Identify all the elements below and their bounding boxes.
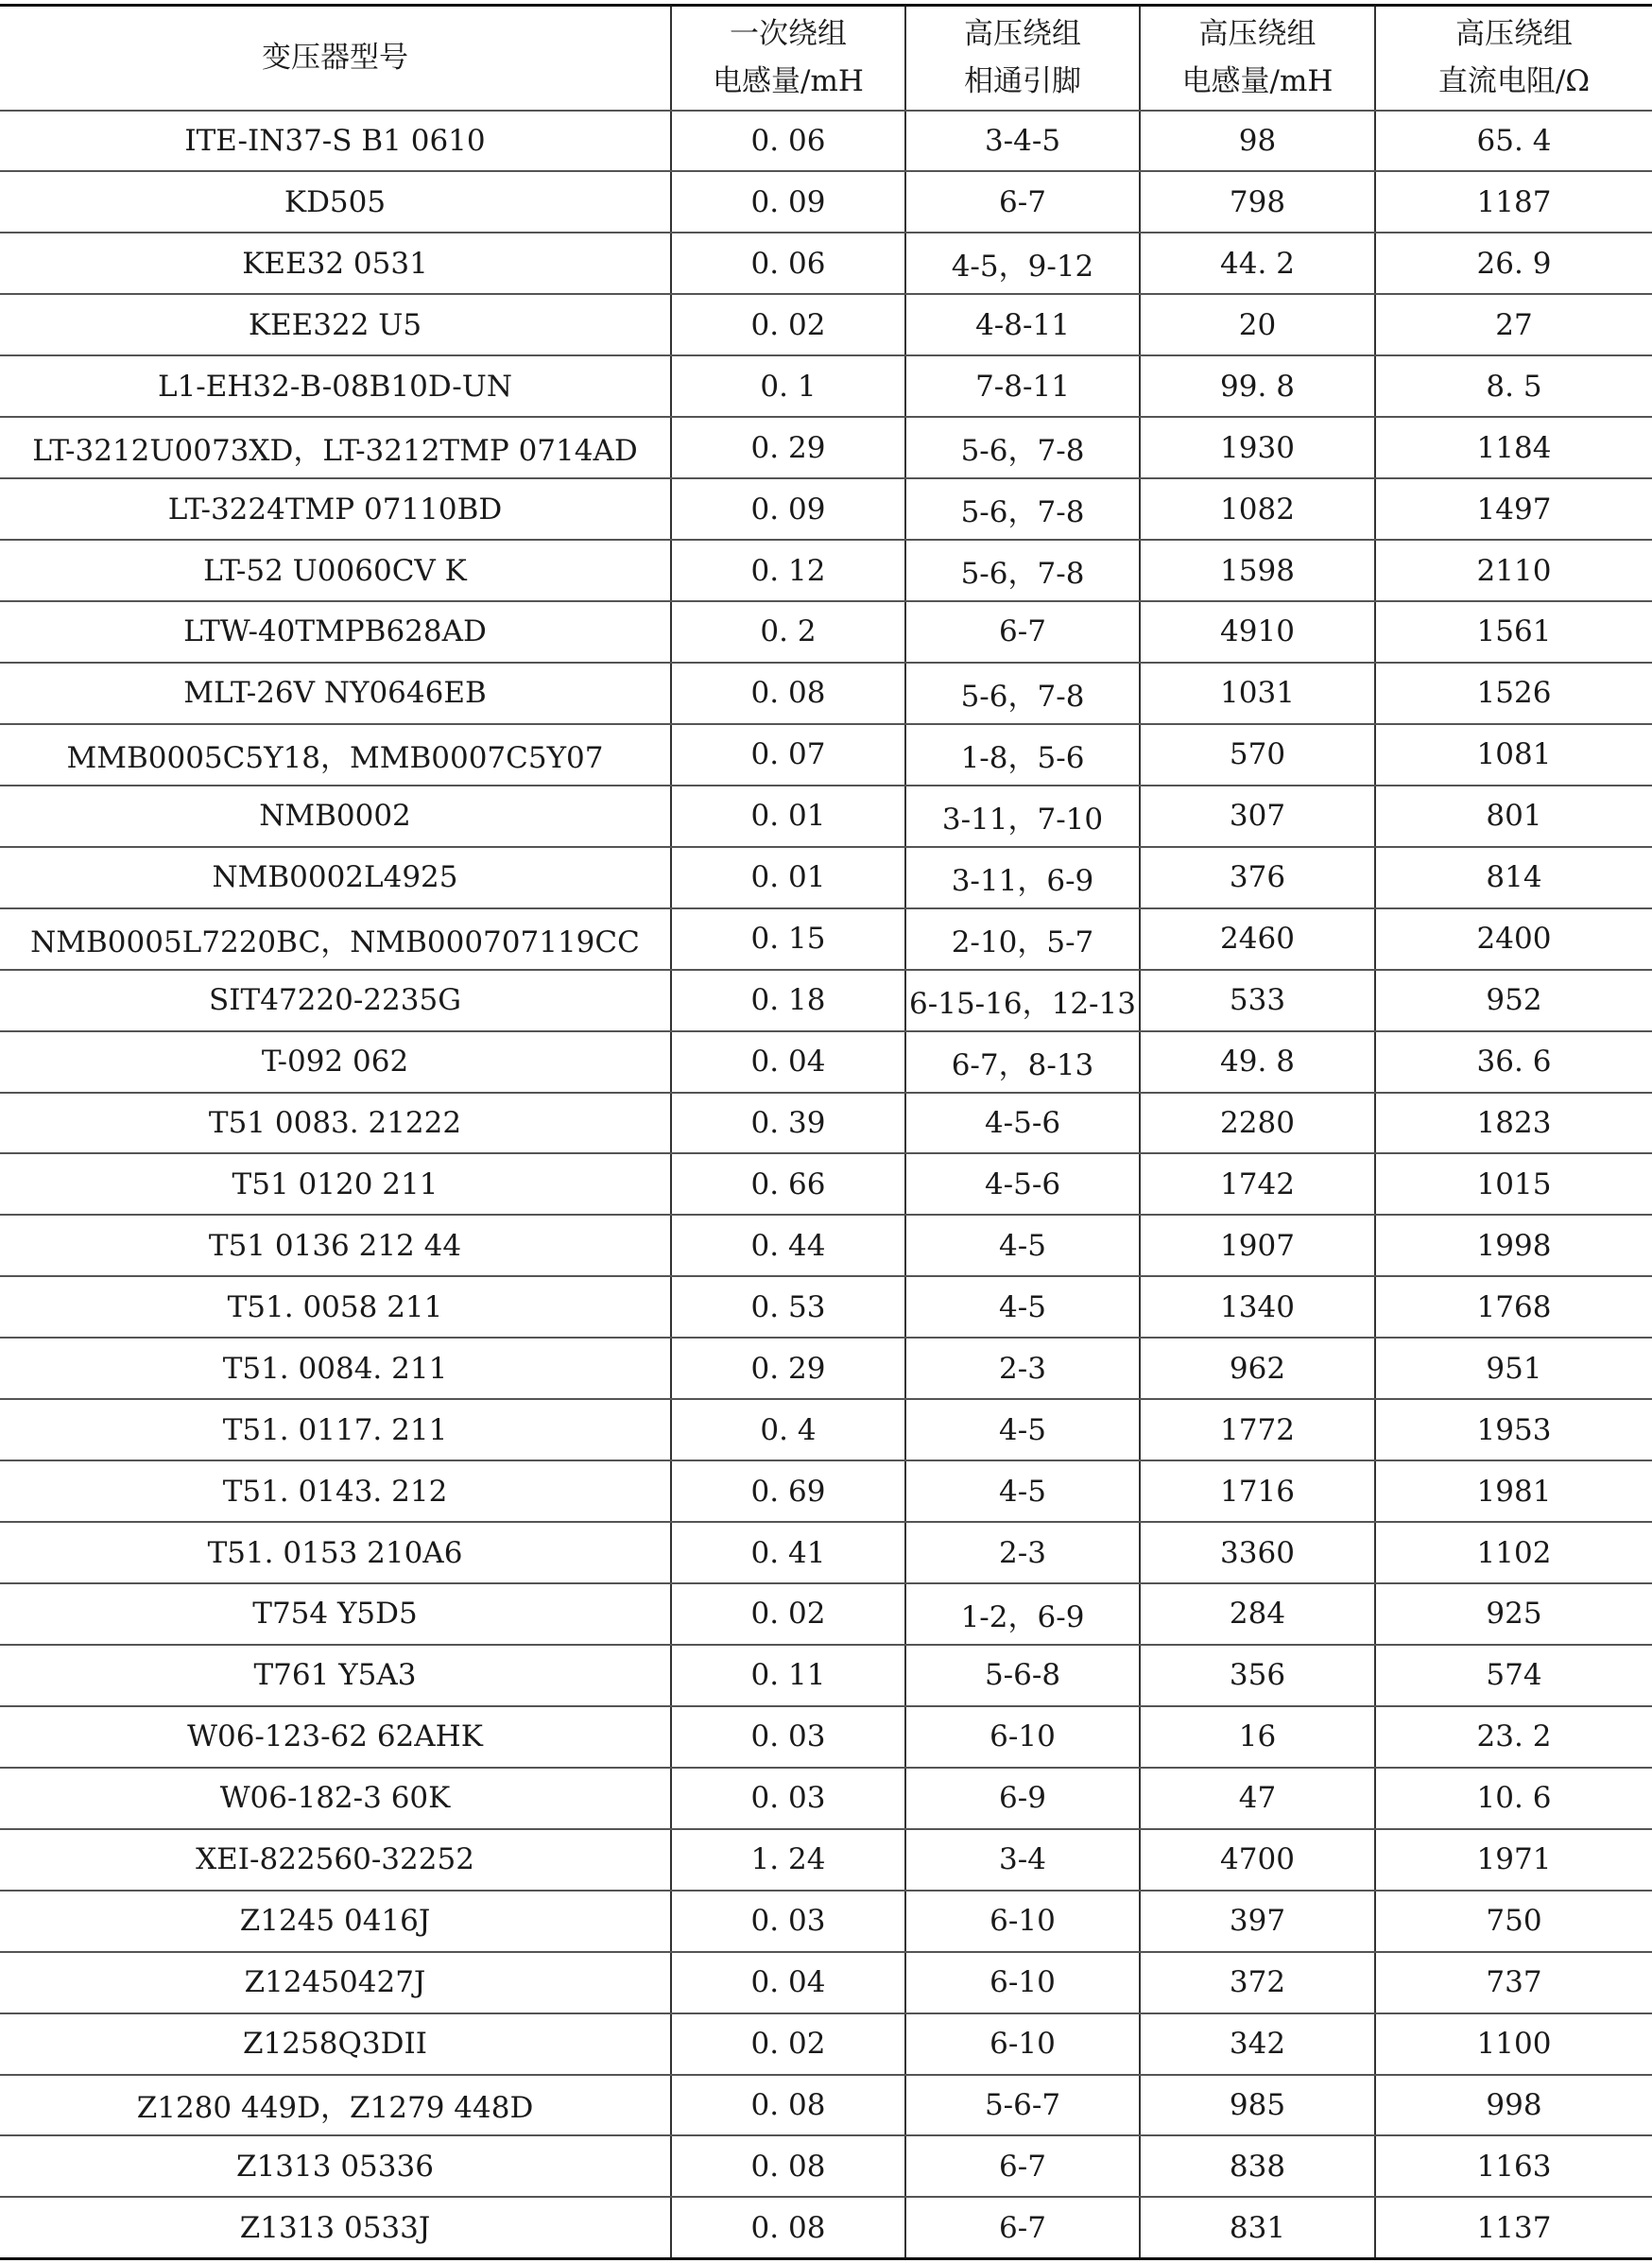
cell-model: KEE32 0531 <box>0 233 671 294</box>
cell-hv-pins: 4-5，9-12 <box>905 233 1140 294</box>
table-row <box>0 1338 1652 1399</box>
header-hv-dc-resistance <box>1375 6 1652 111</box>
table-row <box>0 1153 1652 1215</box>
cell-model: T51 0083. 21222 <box>0 1093 671 1154</box>
cell-hv-dc-resistance: 2110 <box>1375 540 1652 601</box>
table-row <box>0 970 1652 1031</box>
cell-model: T51. 0084. 211 <box>0 1338 671 1399</box>
cell-primary-inductance: 0. 02 <box>671 294 905 355</box>
table-row <box>0 2075 1652 2136</box>
cell-hv-pins: 2-10，5-7 <box>905 908 1140 970</box>
table-row <box>0 1031 1652 1093</box>
header-line: 一次绕组 <box>730 17 847 52</box>
cell-hv-inductance: 1907 <box>1140 1215 1375 1276</box>
cell-primary-inductance: 0. 44 <box>671 1215 905 1276</box>
cell-hv-dc-resistance: 2400 <box>1375 908 1652 970</box>
cell-hv-pins: 4-5 <box>905 1276 1140 1338</box>
cell-hv-inductance: 49. 8 <box>1140 1031 1375 1093</box>
cell-hv-pins: 2-3 <box>905 1522 1140 1583</box>
cell-primary-inductance: 0. 09 <box>671 478 905 540</box>
cell-hv-dc-resistance: 27 <box>1375 294 1652 355</box>
cell-model: Z1280 449D，Z1279 448D <box>0 2075 671 2136</box>
cell-hv-dc-resistance: 1187 <box>1375 171 1652 233</box>
cell-primary-inductance: 0. 29 <box>671 417 905 478</box>
header-model <box>0 6 671 111</box>
cell-hv-pins: 6-7 <box>905 601 1140 663</box>
cell-hv-dc-resistance: 1526 <box>1375 663 1652 724</box>
cell-model: KEE322 U5 <box>0 294 671 355</box>
cell-hv-dc-resistance: 1561 <box>1375 601 1652 663</box>
cell-model: XEI-822560-32252 <box>0 1829 671 1891</box>
table-row <box>0 1583 1652 1645</box>
cell-primary-inductance: 0. 07 <box>671 724 905 786</box>
table-row <box>0 1522 1652 1583</box>
cell-model: NMB0002L4925 <box>0 847 671 908</box>
cell-hv-dc-resistance: 10. 6 <box>1375 1768 1652 1829</box>
cell-hv-pins: 5-6，7-8 <box>905 540 1140 601</box>
cell-hv-pins: 6-7 <box>905 2197 1140 2258</box>
cell-primary-inductance: 0. 08 <box>671 663 905 724</box>
cell-model: T51. 0153 210A6 <box>0 1522 671 1583</box>
cell-hv-pins: 1-8，5-6 <box>905 724 1140 786</box>
cell-model: KD505 <box>0 171 671 233</box>
table-row <box>0 1706 1652 1768</box>
cell-hv-dc-resistance: 750 <box>1375 1891 1652 1952</box>
cell-hv-dc-resistance: 1163 <box>1375 2135 1652 2197</box>
cell-hv-inductance: 2280 <box>1140 1093 1375 1154</box>
cell-hv-pins: 6-10 <box>905 1706 1140 1768</box>
table-row <box>0 1768 1652 1829</box>
table-row <box>0 786 1652 847</box>
cell-hv-inductance: 533 <box>1140 970 1375 1031</box>
cell-hv-dc-resistance: 1953 <box>1375 1399 1652 1460</box>
cell-hv-dc-resistance: 36. 6 <box>1375 1031 1652 1093</box>
table-row <box>0 2197 1652 2258</box>
cell-hv-pins: 5-6，7-8 <box>905 663 1140 724</box>
cell-hv-pins: 6-15-16，12-13 <box>905 970 1140 1031</box>
cell-model: SIT47220-2235G <box>0 970 671 1031</box>
cell-primary-inductance: 0. 69 <box>671 1460 905 1522</box>
cell-hv-pins: 6-10 <box>905 1891 1140 1952</box>
cell-hv-dc-resistance: 1981 <box>1375 1460 1652 1522</box>
cell-hv-inductance: 1772 <box>1140 1399 1375 1460</box>
cell-hv-dc-resistance: 952 <box>1375 970 1652 1031</box>
cell-primary-inductance: 0. 08 <box>671 2135 905 2197</box>
cell-primary-inductance: 0. 53 <box>671 1276 905 1338</box>
cell-primary-inductance: 0. 08 <box>671 2075 905 2136</box>
cell-model: NMB0005L7220BC，NMB000707119CC <box>0 908 671 970</box>
cell-primary-inductance: 0. 08 <box>671 2197 905 2258</box>
cell-model: T51. 0143. 212 <box>0 1460 671 1522</box>
cell-hv-pins: 7-8-11 <box>905 355 1140 417</box>
table-row <box>0 1215 1652 1276</box>
header-line: 高压绕组 <box>1455 17 1573 52</box>
cell-primary-inductance: 0. 02 <box>671 1583 905 1645</box>
cell-hv-pins: 3-4-5 <box>905 111 1140 172</box>
cell-primary-inductance: 0. 39 <box>671 1093 905 1154</box>
cell-hv-dc-resistance: 737 <box>1375 1952 1652 2013</box>
cell-primary-inductance: 0. 2 <box>671 601 905 663</box>
cell-primary-inductance: 0. 04 <box>671 1031 905 1093</box>
table-row <box>0 294 1652 355</box>
table-row <box>0 1399 1652 1460</box>
cell-model: MLT-26V NY0646EB <box>0 663 671 724</box>
cell-primary-inductance: 0. 03 <box>671 1891 905 1952</box>
cell-hv-inductance: 1340 <box>1140 1276 1375 1338</box>
header-hv-inductance <box>1140 6 1375 111</box>
cell-hv-dc-resistance: 1998 <box>1375 1215 1652 1276</box>
cell-hv-inductance: 3360 <box>1140 1522 1375 1583</box>
cell-hv-pins: 4-5 <box>905 1460 1140 1522</box>
header-primary-inductance <box>671 6 905 111</box>
cell-model: LT-3212U0073XD，LT-3212TMP 0714AD <box>0 417 671 478</box>
cell-model: MMB0005C5Y18，MMB0007C5Y07 <box>0 724 671 786</box>
table-row <box>0 1952 1652 2013</box>
cell-hv-inductance: 1082 <box>1140 478 1375 540</box>
cell-hv-dc-resistance: 574 <box>1375 1645 1652 1706</box>
cell-model: T-092 062 <box>0 1031 671 1093</box>
cell-hv-inductance: 284 <box>1140 1583 1375 1645</box>
cell-model: ITE-IN37-S B1 0610 <box>0 111 671 172</box>
cell-hv-dc-resistance: 1184 <box>1375 417 1652 478</box>
cell-hv-dc-resistance: 1971 <box>1375 1829 1652 1891</box>
transformer-spec-table <box>0 4 1652 2260</box>
cell-model: NMB0002 <box>0 786 671 847</box>
cell-hv-pins: 4-5 <box>905 1215 1140 1276</box>
cell-hv-pins: 6-9 <box>905 1768 1140 1829</box>
cell-hv-inductance: 397 <box>1140 1891 1375 1952</box>
cell-model: Z1258Q3DII <box>0 2013 671 2075</box>
cell-hv-inductance: 16 <box>1140 1706 1375 1768</box>
cell-primary-inductance: 0. 15 <box>671 908 905 970</box>
cell-hv-pins: 5-6-7 <box>905 2075 1140 2136</box>
cell-primary-inductance: 0. 66 <box>671 1153 905 1215</box>
cell-hv-inductance: 376 <box>1140 847 1375 908</box>
table-row <box>0 601 1652 663</box>
table-row <box>0 2013 1652 2075</box>
table-body <box>0 111 1652 2259</box>
header-line: 高压绕组 <box>964 17 1081 52</box>
cell-model: Z12450427J <box>0 1952 671 2013</box>
cell-primary-inductance: 0. 06 <box>671 233 905 294</box>
cell-hv-inductance: 99. 8 <box>1140 355 1375 417</box>
cell-hv-dc-resistance: 1081 <box>1375 724 1652 786</box>
table-row <box>0 1460 1652 1522</box>
cell-primary-inductance: 0. 01 <box>671 786 905 847</box>
cell-hv-pins: 4-5-6 <box>905 1153 1140 1215</box>
cell-primary-inductance: 0. 12 <box>671 540 905 601</box>
cell-hv-dc-resistance: 1823 <box>1375 1093 1652 1154</box>
cell-hv-inductance: 985 <box>1140 2075 1375 2136</box>
table-row <box>0 1276 1652 1338</box>
table-row <box>0 908 1652 970</box>
cell-model: T51. 0117. 211 <box>0 1399 671 1460</box>
cell-hv-pins: 4-8-11 <box>905 294 1140 355</box>
cell-hv-inductance: 1742 <box>1140 1153 1375 1215</box>
cell-hv-inductance: 962 <box>1140 1338 1375 1399</box>
cell-hv-pins: 2-3 <box>905 1338 1140 1399</box>
cell-hv-pins: 6-7 <box>905 2135 1140 2197</box>
cell-primary-inductance: 0. 01 <box>671 847 905 908</box>
cell-hv-inductance: 798 <box>1140 171 1375 233</box>
cell-hv-dc-resistance: 925 <box>1375 1583 1652 1645</box>
cell-hv-dc-resistance: 1768 <box>1375 1276 1652 1338</box>
cell-hv-pins: 4-5 <box>905 1399 1140 1460</box>
cell-model: T51 0120 211 <box>0 1153 671 1215</box>
cell-primary-inductance: 0. 09 <box>671 171 905 233</box>
cell-model: LT-3224TMP 07110BD <box>0 478 671 540</box>
cell-hv-inductance: 831 <box>1140 2197 1375 2258</box>
cell-model: W06-182-3 60K <box>0 1768 671 1829</box>
table-row <box>0 417 1652 478</box>
cell-primary-inductance: 1. 24 <box>671 1829 905 1891</box>
cell-hv-pins: 5-6-8 <box>905 1645 1140 1706</box>
cell-hv-dc-resistance: 1102 <box>1375 1522 1652 1583</box>
cell-hv-inductance: 44. 2 <box>1140 233 1375 294</box>
table-row <box>0 1093 1652 1154</box>
cell-primary-inductance: 0. 06 <box>671 111 905 172</box>
cell-primary-inductance: 0. 04 <box>671 1952 905 2013</box>
cell-model: LTW-40TMPB628AD <box>0 601 671 663</box>
cell-hv-inductance: 372 <box>1140 1952 1375 2013</box>
cell-model: Z1245 0416J <box>0 1891 671 1952</box>
cell-hv-dc-resistance: 998 <box>1375 2075 1652 2136</box>
cell-hv-inductance: 1031 <box>1140 663 1375 724</box>
cell-primary-inductance: 0. 03 <box>671 1706 905 1768</box>
cell-hv-inductance: 4910 <box>1140 601 1375 663</box>
cell-hv-pins: 6-10 <box>905 2013 1140 2075</box>
cell-hv-dc-resistance: 8. 5 <box>1375 355 1652 417</box>
cell-hv-inductance: 2460 <box>1140 908 1375 970</box>
cell-model: T51. 0058 211 <box>0 1276 671 1338</box>
cell-hv-inductance: 1930 <box>1140 417 1375 478</box>
cell-primary-inductance: 0. 11 <box>671 1645 905 1706</box>
cell-hv-inductance: 47 <box>1140 1768 1375 1829</box>
cell-hv-pins: 4-5-6 <box>905 1093 1140 1154</box>
cell-primary-inductance: 0. 29 <box>671 1338 905 1399</box>
cell-hv-dc-resistance: 1137 <box>1476 2210 1552 2245</box>
header-line: 直流电阻/Ω <box>1437 64 1591 99</box>
cell-primary-inductance: 0. 41 <box>671 1522 905 1583</box>
cell-hv-inductance: 20 <box>1140 294 1375 355</box>
cell-hv-pins: 6-7 <box>905 171 1140 233</box>
cell-hv-inductance: 307 <box>1140 786 1375 847</box>
cell-hv-pins: 6-7，8-13 <box>905 1031 1140 1093</box>
table-row <box>0 847 1652 908</box>
table-row <box>0 1829 1652 1891</box>
header-line: 相通引脚 <box>964 64 1081 99</box>
cell-hv-inductance: 838 <box>1140 2135 1375 2197</box>
cell-hv-inductance: 4700 <box>1140 1829 1375 1891</box>
table-row <box>0 171 1652 233</box>
header-line: 电感量/mH <box>1181 64 1334 99</box>
header-hv-pins <box>905 6 1140 111</box>
cell-hv-inductance: 1598 <box>1140 540 1375 601</box>
cell-model: T51 0136 212 44 <box>0 1215 671 1276</box>
header-line: 高压绕组 <box>1198 17 1316 52</box>
header-line: 电感量/mH <box>713 64 864 99</box>
cell-hv-dc-resistance: 65. 4 <box>1375 111 1652 172</box>
table-row <box>0 724 1652 786</box>
cell-hv-pins: 3-4 <box>905 1829 1140 1891</box>
table-header <box>0 6 1652 111</box>
table-row <box>0 478 1652 540</box>
cell-model: LT-52 U0060CV K <box>0 540 671 601</box>
table-row <box>0 540 1652 601</box>
cell-hv-pins: 3-11，7-10 <box>905 786 1140 847</box>
cell-hv-inductance: 1716 <box>1140 1460 1375 1522</box>
header-line: 变压器型号 <box>262 41 408 76</box>
table-row <box>0 1891 1652 1952</box>
cell-hv-pins: 5-6，7-8 <box>905 478 1140 540</box>
table-row <box>0 1645 1652 1706</box>
table-row <box>0 111 1652 172</box>
cell-model: Z1313 0533J <box>0 2197 671 2258</box>
cell-hv-dc-resistance: 814 <box>1375 847 1652 908</box>
cell-hv-dc-resistance: 801 <box>1375 786 1652 847</box>
header-row <box>0 6 1652 111</box>
cell-primary-inductance: 0. 03 <box>671 1768 905 1829</box>
cell-hv-dc-resistance: 951 <box>1375 1338 1652 1399</box>
cell-hv-dc-resistance: 23. 2 <box>1375 1706 1652 1768</box>
cell-hv-pins: 1-2，6-9 <box>905 1583 1140 1645</box>
cell-model: L1-EH32-B-08B10D-UN <box>0 355 671 417</box>
cell-hv-inductance: 570 <box>1140 724 1375 786</box>
cell-hv-pins: 3-11，6-9 <box>905 847 1140 908</box>
cell-hv-inductance: 98 <box>1140 111 1375 172</box>
cell-hv-pins: 6-10 <box>905 1952 1140 2013</box>
table-row <box>0 233 1652 294</box>
cell-model: Z1313 05336 <box>0 2135 671 2197</box>
cell-model: T761 Y5A3 <box>0 1645 671 1706</box>
cell-hv-inductance: 342 <box>1140 2013 1375 2075</box>
cell-primary-inductance: 0. 4 <box>671 1399 905 1460</box>
table-row <box>0 663 1652 724</box>
cell-hv-inductance: 356 <box>1140 1645 1375 1706</box>
cell-model: T754 Y5D5 <box>0 1583 671 1645</box>
cell-hv-dc-resistance: 1100 <box>1375 2013 1652 2075</box>
table-row <box>0 2135 1652 2197</box>
cell-primary-inductance: 0. 18 <box>671 970 905 1031</box>
table-row <box>0 355 1652 417</box>
cell-model: W06-123-62 62AHK <box>0 1706 671 1768</box>
cell-hv-dc-resistance: 1497 <box>1375 478 1652 540</box>
cell-primary-inductance: 0. 02 <box>671 2013 905 2075</box>
cell-primary-inductance: 0. 1 <box>671 355 905 417</box>
cell-hv-dc-resistance: 1015 <box>1375 1153 1652 1215</box>
cell-hv-dc-resistance: 26. 9 <box>1375 233 1652 294</box>
cell-hv-pins: 5-6，7-8 <box>905 417 1140 478</box>
